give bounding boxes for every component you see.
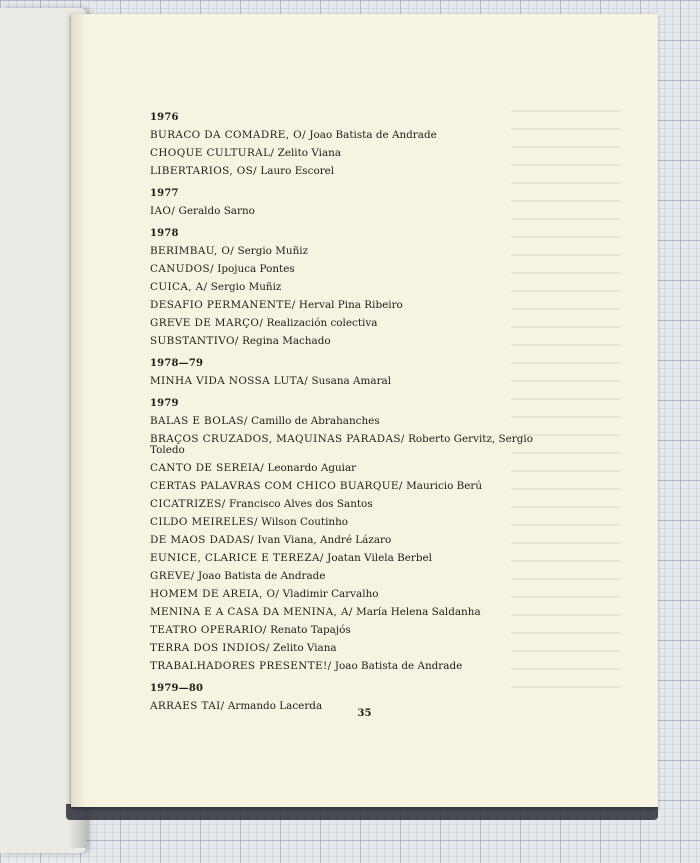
film-title: CANTO DE SEREIA/ (150, 462, 265, 474)
film-director: Sergio Muñiz (210, 281, 282, 293)
film-entry (150, 296, 630, 314)
film-title: DESAFIO PERMANENTE/ (150, 299, 296, 311)
film-title: TRABALHADORES PRESENTE!/ (150, 660, 332, 672)
film-title: CUICA, A/ (150, 281, 208, 293)
film-entry (150, 278, 630, 296)
film-entry (150, 314, 630, 332)
film-entry (150, 531, 630, 549)
film-entry (150, 242, 630, 260)
film-entry (150, 430, 545, 459)
film-director: Joao Batista de Andrade (198, 570, 326, 582)
year-heading: 1979 (150, 398, 179, 409)
film-entry (150, 144, 630, 162)
film-director: Zelito Viana (273, 642, 337, 654)
film-title: LIBERTARIOS, OS/ (150, 165, 258, 177)
year-heading: 1978 (150, 228, 179, 239)
film-director: Realización colectiva (266, 317, 378, 329)
film-director: Roberto Gervitz, Sergio Toledo (150, 433, 534, 456)
film-title: MENINA E A CASA DA MENINA, A/ (150, 606, 353, 618)
film-entry (150, 126, 630, 144)
film-entry (150, 495, 630, 513)
film-title: IAO/ (150, 205, 176, 217)
film-entry (150, 162, 630, 180)
film-director: Joao Batista de Andrade (309, 129, 437, 141)
film-entry (150, 585, 630, 603)
film-title: EUNICE, CLARICE E TEREZA/ (150, 552, 324, 564)
film-entry (150, 513, 630, 531)
film-entry (150, 639, 630, 657)
film-director: Geraldo Sarno (178, 205, 255, 217)
film-title: SUBSTANTIVO/ (150, 335, 239, 347)
film-title: CANUDOS/ (150, 263, 214, 275)
film-director: Sergio Muñiz (237, 245, 309, 257)
film-title: BURACO DA COMADRE, O/ (150, 129, 307, 141)
film-director: Joatan Vilela Berbel (327, 552, 432, 564)
page-number: 35 (357, 708, 372, 719)
film-entry (150, 603, 630, 621)
film-title: CERTAS PALAVRAS COM CHICO BUARQUE/ (150, 480, 403, 492)
year-heading: 1976 (150, 112, 179, 123)
film-title: GREVE/ (150, 570, 195, 582)
film-director: Zelito Viana (277, 147, 342, 159)
film-title: CILDO MEIRELES/ (150, 516, 258, 528)
film-director: Vladimir Carvalho (282, 588, 379, 600)
film-entry (150, 621, 630, 639)
film-director: Ipojuca Pontes (217, 263, 295, 275)
film-title: DE MAOS DADAS/ (150, 534, 255, 546)
film-director: Wilson Coutinho (261, 516, 349, 528)
film-director: Armando Lacerda (227, 700, 323, 712)
film-director: Lauro Escorel (260, 165, 335, 177)
film-director: Joao Batista de Andrade (334, 660, 463, 672)
film-entry (150, 459, 630, 477)
film-title: BRAÇOS CRUZADOS, MAQUINAS PARADAS/ (150, 433, 405, 445)
year-heading: 1977 (150, 188, 179, 199)
film-entry (150, 657, 630, 675)
film-title: TEATRO OPERARIO/ (150, 624, 267, 636)
film-director: Ivan Viana, André Lázaro (257, 534, 392, 546)
film-entry (150, 412, 630, 430)
film-title: GREVE DE MARÇO/ (150, 317, 264, 329)
document-page (71, 14, 658, 807)
film-director: Renato Tapajós (270, 624, 351, 636)
film-director: Francisco Alves dos Santos (228, 498, 373, 510)
film-title: CHOQUE CULTURAL/ (150, 147, 275, 159)
film-title: ARRAES TAI/ (150, 700, 225, 712)
film-title: BALAS E BOLAS/ (150, 415, 248, 427)
year-heading: 1979—80 (150, 683, 204, 694)
film-entry (150, 332, 630, 350)
film-entry (150, 567, 630, 585)
film-director: María Helena Saldanha (356, 606, 481, 618)
film-entry (150, 549, 630, 567)
film-title: TERRA DOS INDIOS/ (150, 642, 270, 654)
film-entry (150, 202, 630, 220)
year-heading: 1978—79 (150, 358, 204, 369)
film-title: MINHA VIDA NOSSA LUTA/ (150, 375, 309, 387)
film-title: HOMEM DE AREIA, O/ (150, 588, 280, 600)
film-entry (150, 260, 630, 278)
film-title: CICATRIZES/ (150, 498, 226, 510)
film-director: Regina Machado (242, 335, 331, 347)
film-entry (150, 477, 630, 495)
film-director: Susana Amaral (311, 375, 392, 387)
film-director: Herval Pina Ribeiro (298, 299, 403, 311)
film-director: Leonardo Aguiar (267, 462, 357, 474)
film-entry (150, 372, 630, 390)
filmography-list (150, 112, 630, 715)
film-director: Mauricio Berú (406, 480, 483, 492)
film-title: BERIMBAU, O/ (150, 245, 235, 257)
film-director: Camillo de Abrahanches (251, 415, 380, 427)
